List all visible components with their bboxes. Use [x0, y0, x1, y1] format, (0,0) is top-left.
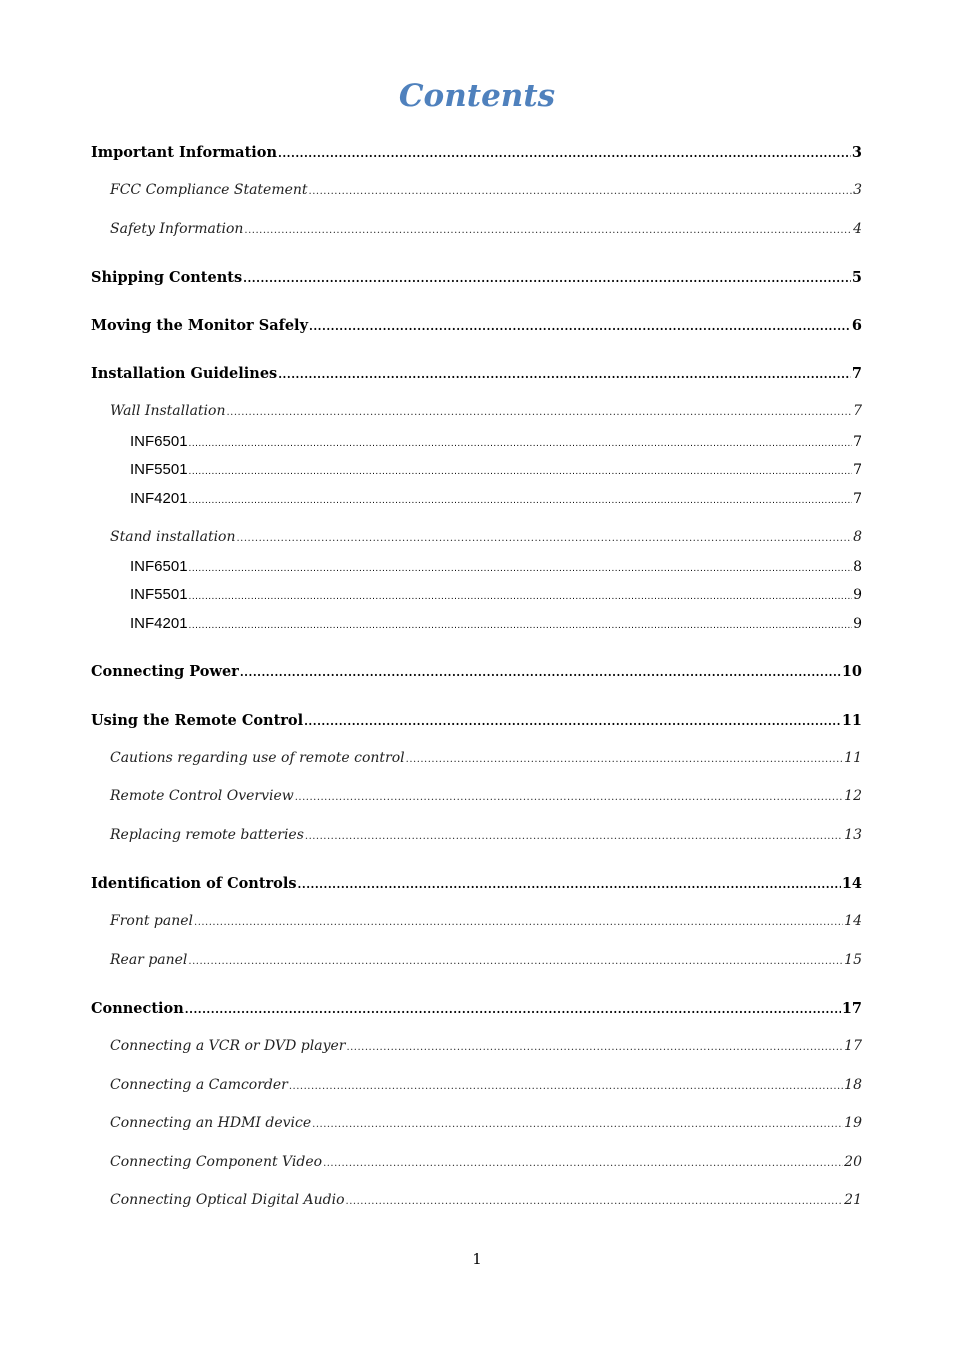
- toc-entry-page: 4: [853, 221, 862, 237]
- toc-entry-label: Stand installation: [110, 529, 236, 545]
- dot-leader: [278, 147, 851, 160]
- toc-entry[interactable]: [91, 1000, 862, 1017]
- toc-entry[interactable]: [110, 1115, 862, 1131]
- toc-entry[interactable]: [91, 875, 862, 892]
- toc-entry-label: Wall Installation: [110, 403, 226, 419]
- toc-entry[interactable]: [110, 827, 862, 843]
- dot-leader: [189, 466, 853, 477]
- dot-leader: [323, 1158, 843, 1169]
- page-number: 1: [472, 1250, 482, 1268]
- dot-leader: [189, 495, 853, 506]
- toc-entry-page: 6: [851, 317, 862, 334]
- toc-entry-label: Safety Information: [110, 221, 244, 237]
- toc-entry-page: 3: [853, 182, 862, 198]
- toc-entry-label: Important Information: [91, 144, 277, 161]
- toc-entry-page: 14: [841, 875, 862, 892]
- dot-leader: [346, 1042, 843, 1053]
- toc-entry-page: 21: [844, 1192, 862, 1208]
- toc-entry[interactable]: [110, 788, 862, 804]
- dot-leader: [312, 1119, 843, 1130]
- dot-leader: [194, 917, 843, 928]
- toc-entry[interactable]: [91, 365, 862, 382]
- toc-entry-label: Rear panel: [110, 952, 188, 968]
- toc-entry-page: 8: [853, 559, 862, 575]
- dot-leader: [304, 715, 841, 728]
- toc-entry[interactable]: [91, 663, 862, 680]
- toc-entry[interactable]: [110, 529, 862, 545]
- toc-entry-page: 11: [841, 712, 862, 729]
- dot-leader: [295, 792, 843, 803]
- toc-entry-page: 18: [844, 1077, 862, 1093]
- toc-entry-page: 19: [844, 1115, 862, 1131]
- toc-entry[interactable]: [110, 1192, 862, 1208]
- toc-entry-label: Using the Remote Control: [91, 712, 304, 729]
- toc-entry-label: Identification of Controls: [91, 875, 297, 892]
- dot-leader: [309, 186, 853, 197]
- toc-entry-page: 7: [853, 462, 862, 478]
- toc-entry[interactable]: [110, 952, 862, 968]
- page-title: Contents: [398, 78, 556, 114]
- toc-entry-page: 7: [851, 365, 862, 382]
- dot-leader: [237, 533, 853, 544]
- toc-entry-page: 14: [844, 913, 862, 929]
- toc-entry-label: Replacing remote batteries: [110, 827, 304, 843]
- toc-entry-page: 13: [844, 827, 862, 843]
- dot-leader: [406, 754, 844, 765]
- toc-entry-label: INF5501: [130, 586, 188, 603]
- toc-entry-page: 17: [841, 1000, 862, 1017]
- toc-entry-label: Cautions regarding use of remote control: [110, 750, 405, 766]
- toc-entry-label: INF4201: [130, 615, 188, 632]
- toc-entry-label: Connecting a VCR or DVD player: [110, 1038, 346, 1054]
- toc-entry-label: Connection: [91, 1000, 184, 1017]
- dot-leader: [244, 225, 852, 236]
- toc-entry-page: 7: [853, 491, 862, 507]
- toc-entry[interactable]: [130, 461, 862, 478]
- toc-entry-label: Connecting an HDMI device: [110, 1115, 312, 1131]
- toc-entry[interactable]: [110, 1154, 862, 1170]
- toc-entry[interactable]: [91, 712, 862, 729]
- toc-entry-label: INF6501: [130, 433, 188, 450]
- toc-entry-page: 9: [853, 587, 862, 603]
- toc-entry-label: Remote Control Overview: [110, 788, 294, 804]
- toc-entry[interactable]: [91, 269, 862, 286]
- toc-entry-label: Connecting a Camcorder: [110, 1077, 288, 1093]
- dot-leader: [188, 956, 843, 967]
- toc-entry-page: 5: [851, 269, 862, 286]
- toc-entry[interactable]: [130, 586, 862, 603]
- toc-entry-page: 12: [844, 788, 862, 804]
- toc-entry-page: 20: [844, 1154, 862, 1170]
- toc-entry-page: 9: [853, 616, 862, 632]
- dot-leader: [189, 438, 853, 449]
- toc-entry[interactable]: [91, 317, 862, 334]
- toc-entry-label: FCC Compliance Statement: [110, 182, 308, 198]
- toc-entry-page: 17: [844, 1038, 862, 1054]
- toc-entry-label: Front panel: [110, 913, 194, 929]
- toc-entry[interactable]: [110, 750, 862, 766]
- toc-entry-page: 7: [853, 403, 862, 419]
- dot-leader: [243, 272, 851, 285]
- toc-entry-label: Connecting Component Video: [110, 1154, 323, 1170]
- dot-leader: [346, 1196, 844, 1207]
- toc-entry-label: INF5501: [130, 461, 188, 478]
- toc-entry-label: Moving the Monitor Safely: [91, 317, 308, 334]
- toc-entry[interactable]: [91, 144, 862, 161]
- toc-entry[interactable]: [130, 558, 862, 575]
- dot-leader: [226, 407, 852, 418]
- toc-entry[interactable]: [110, 403, 862, 419]
- dot-leader: [189, 591, 853, 602]
- toc-entry[interactable]: [130, 433, 862, 450]
- dot-leader: [189, 620, 853, 631]
- toc-entry-page: 10: [841, 663, 862, 680]
- toc-entry-page: 15: [844, 952, 862, 968]
- dot-leader: [309, 320, 851, 333]
- toc-entry[interactable]: [110, 1077, 862, 1093]
- dot-leader: [305, 831, 843, 842]
- dot-leader: [289, 1081, 843, 1092]
- toc-entry[interactable]: [110, 221, 862, 237]
- toc-entry-label: Shipping Contents: [91, 269, 243, 286]
- toc-entry[interactable]: [110, 913, 862, 929]
- toc-entry-page: 11: [844, 750, 862, 766]
- dot-leader: [189, 563, 853, 574]
- dot-leader: [185, 1003, 841, 1016]
- toc-entry-label: Connecting Power: [91, 663, 239, 680]
- toc-entry-page: 7: [853, 434, 862, 450]
- toc-entry-label: Connecting Optical Digital Audio: [110, 1192, 345, 1208]
- dot-leader: [298, 878, 841, 891]
- toc-entry-label: Installation Guidelines: [91, 365, 278, 382]
- dot-leader: [278, 368, 851, 381]
- toc-entry[interactable]: [130, 615, 862, 632]
- toc-entry[interactable]: [130, 490, 862, 507]
- toc-entry-label: INF6501: [130, 558, 188, 575]
- toc-entry[interactable]: [110, 1038, 862, 1054]
- dot-leader: [240, 666, 841, 679]
- toc-entry-page: 8: [853, 529, 862, 545]
- toc-entry[interactable]: [110, 182, 862, 198]
- toc-entry-page: 3: [851, 144, 862, 161]
- toc-entry-label: INF4201: [130, 490, 188, 507]
